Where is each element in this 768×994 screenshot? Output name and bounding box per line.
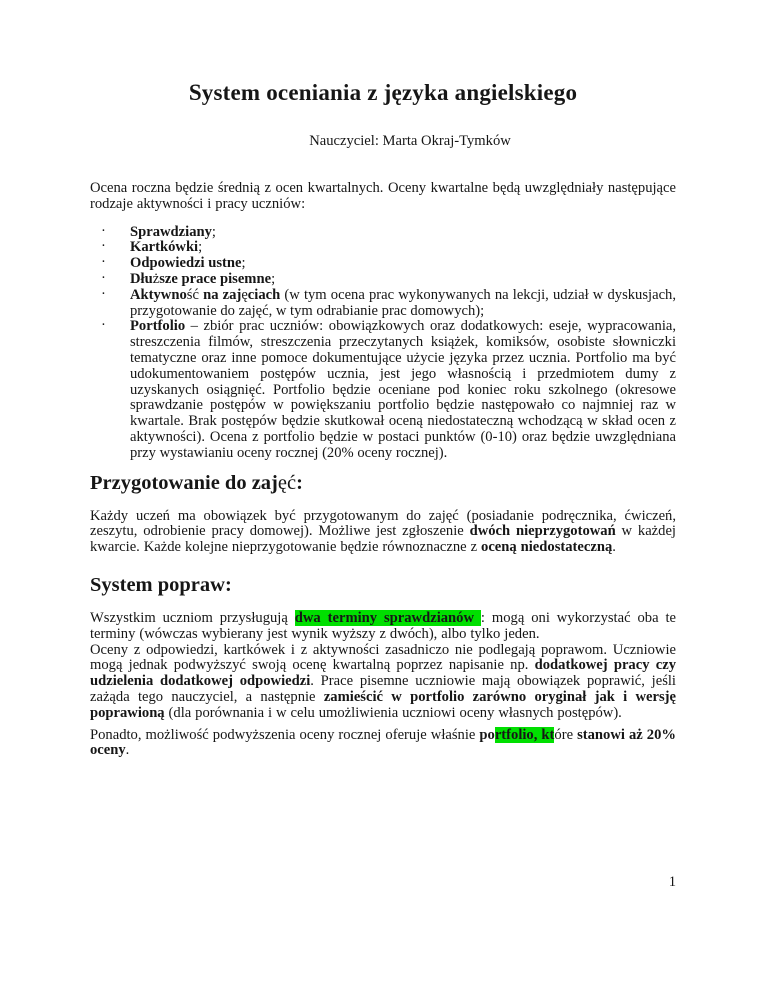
text-segment: ciach [247, 286, 281, 303]
bullet-icon: · [101, 317, 106, 334]
text-segment: ; [271, 270, 276, 287]
text-segment: . [125, 742, 130, 759]
text-segment: Odpowiedzi ustne [130, 255, 242, 272]
list-item-aktywnosc [90, 285, 676, 320]
list-item-text [130, 271, 275, 287]
list-item-text [130, 255, 246, 271]
list-item-text [130, 318, 676, 460]
text-segment: w każdej kwarcie. Każde kolejne nieprzygotowanie będzie równoznaczne z [90, 523, 676, 556]
text-segment: Przygotowanie do zaj [90, 471, 278, 494]
section-heading-system-popraw [90, 573, 676, 597]
text-segment: ; [198, 239, 203, 256]
text-segment: ęć [277, 471, 297, 494]
bullet-icon: · [101, 269, 106, 286]
text-segment: stanowi aż 20% oceny [90, 726, 676, 759]
text-segment: System popraw: [90, 573, 232, 596]
bullet-icon: · [101, 222, 106, 239]
text-segment: dodatkowej pracy czy udzielenia dodatkowej odpowiedzi [90, 657, 676, 690]
grading-activities-list [90, 222, 676, 462]
document-subtitle: Nauczyciel: Marta Okraj-Tymków [309, 133, 511, 149]
text-segment: Oceny z odpowiedzi, kartkówek i z aktywności zasadniczo nie podlegają poprawom. Uczniowie mogą jednak podwyższyć swoją ocenę kwartalną poprzez napisanie np. [90, 641, 676, 674]
text-segment: : [296, 471, 303, 494]
paragraph-system-popraw [90, 611, 676, 722]
bullet-icon: · [101, 285, 106, 302]
list-item-text [130, 287, 676, 319]
text-segment: ; [211, 223, 216, 240]
text-segment: po [479, 726, 495, 743]
text-segment: ; [241, 255, 246, 272]
text-segment: Dłu [130, 270, 153, 287]
text-segment: . [612, 539, 616, 556]
section-heading-przygotowanie-do-zajec [90, 471, 676, 495]
text-segment: Każdy uczeń ma obowiązek być przygotowanym do zajęć (posiadanie podręcznika, ćwiczeń, zeszytu, odrobienie pracy domowej). Możliwe jest zgłoszenie [90, 507, 676, 540]
text-segment: ż [152, 270, 160, 287]
list-item-text [130, 224, 216, 240]
highlighted-text: dwa terminy sprawdzianów [294, 609, 481, 626]
text-segment: Aktywno [130, 286, 187, 303]
text-segment: óre [554, 726, 578, 743]
bullet-icon: · [101, 254, 106, 271]
list-item-text [130, 239, 202, 255]
list-item-kartkowki [90, 240, 676, 256]
text-segment: (w tym ocena prac wykonywanych na lekcji, udział w dyskusjach, przygotowanie do zajęć, w tym odrabianie prac domowych); [130, 286, 676, 319]
intro-paragraph: Ocena roczna będzie średnią z ocen kwartalnych. Oceny kwartalne będą uwzględniały następujące rodzaje aktywności i pracy uczniów: [90, 180, 676, 212]
highlighted-text: rtfolio, kt [494, 726, 555, 743]
bullet-icon: · [101, 238, 106, 255]
text-segment: na zaj [198, 286, 242, 303]
text-segment: Wszystkim uczniom przysługują [90, 609, 295, 626]
list-item-portfolio [90, 319, 676, 461]
text-segment: sze prace pisemne [159, 270, 272, 287]
text-segment: ść [186, 286, 199, 303]
paragraph-przygotowanie [90, 509, 676, 556]
text-segment: Ponadto, możliwość podwyższenia oceny rocznej oferuje właśnie [90, 726, 480, 743]
text-segment: Sprawdziany [130, 223, 212, 240]
page-number: 1 [668, 874, 676, 890]
paragraph-ponadto [90, 728, 676, 760]
text-segment: . Prace pisemne uczniowie mają obowiązek poprawić, jeśli zażąda tego nauczyciel, a następnie [90, 673, 676, 705]
list-item-odpowiedzi-ustne [90, 256, 676, 272]
text-segment: oceną niedostateczną [481, 539, 613, 556]
text-segment: dwóch nieprzygotowań [469, 523, 616, 540]
list-item-sprawdziany [90, 222, 676, 241]
text-segment: Kartkówki [130, 239, 199, 256]
text-segment: zamieścić w portfolio zarówno oryginał jak i wersję poprawioną [90, 688, 676, 721]
text-segment: – zbiór prac uczniów: obowiązkowych oraz dodatkowych: eseje, wypracowania, streszczenia filmów, streszczenia przeczytanych książek, komiksów, osobiste słowniczki tematyczne oraz inne pomoce dokumentujące użycie języka przez ucznia. Portfolio ma być udokumentowaniem postępów ucznia, jest jego własnością i przedmiotem dumy z uzyskanych osiągnięć. Portfolio będzie oceniane pod koniec roku szkolnego (okresowe sprawdzanie postępów w powiększaniu portfolio będzie następowało co najmniej raz w kwartale. Brak postępów będzie skutkował oceną niedostateczną wchodzącą w skład ocen z aktywności). Ocena z portfolio będzie w postaci punktów (0-10) oraz będzie uwzględniana przy wystawianiu oceny rocznej (20% oceny rocznej). [130, 318, 676, 461]
text-segment: ę [241, 286, 248, 303]
text-segment: (dla porównania i w celu umożliwienia uczniowi oceny własnych postępów). [164, 704, 622, 721]
document-title: System oceniania z języka angielskiego [188, 80, 578, 105]
list-item-dluzsze-prace [90, 269, 676, 288]
text-segment: : mogą oni wykorzystać oba te terminy (wówczas wybierany jest wynik wyższy z dwóch), albo tylko jeden. [90, 609, 676, 642]
text-segment: Portfolio [130, 318, 186, 335]
